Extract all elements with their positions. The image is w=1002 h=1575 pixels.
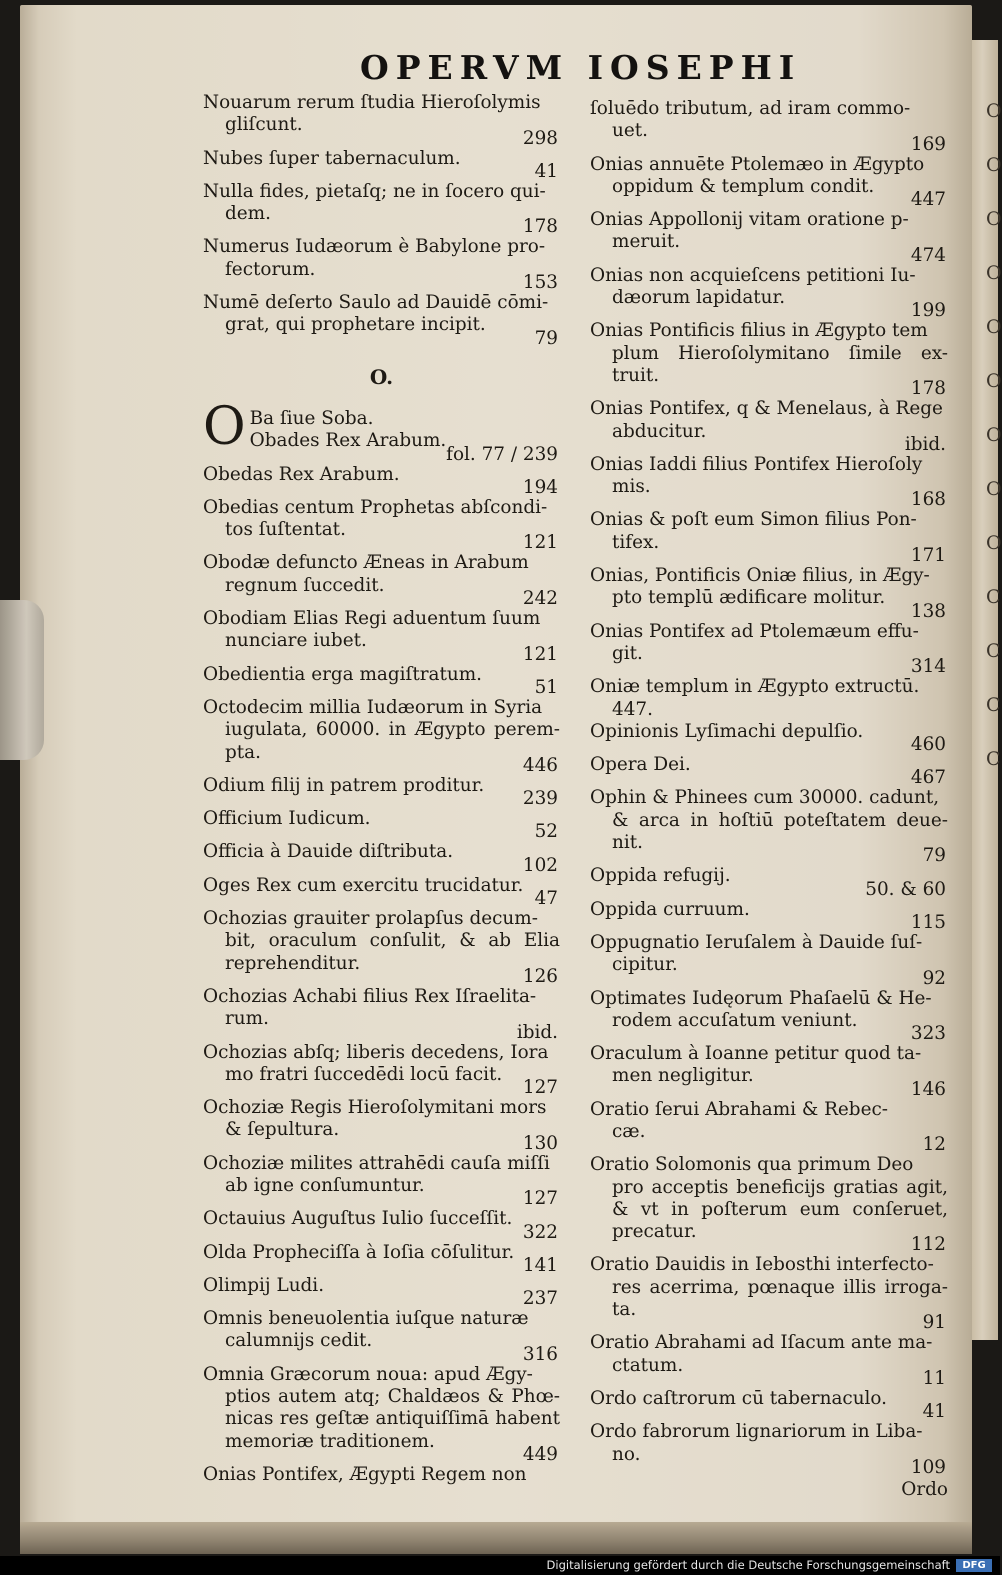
- page-reference: 41: [922, 1401, 946, 1423]
- index-entry: [590, 865, 948, 898]
- entry-continuation: grat, qui prophetare incipit.: [225, 314, 486, 336]
- page-reference: 79: [534, 327, 558, 349]
- page-reference: 460: [910, 734, 946, 756]
- index-entry: [203, 1242, 560, 1275]
- page-reference: 41: [534, 160, 558, 182]
- index-entry: [203, 92, 560, 148]
- index-entry: [203, 1364, 560, 1464]
- entry-continuation: tos ſuſtentat.: [225, 519, 346, 541]
- page-reference: 102: [522, 854, 558, 876]
- page-stack-edge: [20, 1522, 972, 1554]
- index-entry: [590, 154, 948, 210]
- page-reference: 79: [922, 845, 946, 867]
- entry-continuation: ptios autem atq; Chaldæos & Phœ- nicas res geſtæ antiquiſſimā habent memoriæ traditionem.: [225, 1386, 560, 1452]
- page-reference: 12: [922, 1134, 946, 1156]
- entry-text: Onias, Pontificis Oniæ filius, in Ægy-: [590, 565, 930, 587]
- page-reference: 474: [910, 244, 946, 266]
- catchword: Ordo: [901, 1478, 948, 1500]
- entry-continuation: uet.: [612, 120, 648, 142]
- page-reference: 449: [522, 1443, 558, 1465]
- facing-page-edge: [972, 40, 1002, 1340]
- entry-continuation: pro acceptis beneficijs gratias agit, & vt in poſterum eum conſeruet, precatur.: [612, 1176, 948, 1243]
- facing-page-letter: O: [986, 100, 1002, 122]
- index-entry: [590, 1388, 948, 1421]
- entry-text: Obedias centum Prophetas abſcondi-: [203, 496, 548, 518]
- entry-text: Onias Appollonij vitam oratione p-: [590, 209, 909, 231]
- entry-continuation: pto templū ædificare molitur.: [612, 587, 886, 609]
- footer-bar: [0, 1556, 1000, 1575]
- entry-continuation: mo fratri ſuccedēdi locū facit.: [225, 1063, 503, 1085]
- facing-page-letter: C: [986, 694, 1001, 716]
- page-reference: 146: [910, 1078, 946, 1100]
- entry-text: Oniæ templum in Ægypto extructū.: [590, 676, 920, 698]
- entry-continuation: men negligitur.: [612, 1065, 754, 1087]
- index-entry: [590, 1254, 948, 1332]
- entry-continuation: dem.: [225, 203, 271, 225]
- page-reference: 112: [910, 1234, 946, 1256]
- entry-continuation: 447.: [612, 698, 653, 720]
- page-reference: 237: [522, 1288, 558, 1310]
- page-reference: 52: [534, 821, 558, 843]
- page-reference: 447: [910, 189, 946, 211]
- page-reference: 178: [910, 378, 946, 400]
- index-entry: [203, 1042, 560, 1098]
- index-entry: [203, 875, 560, 908]
- entry-text: Ochoziæ Regis Hieroſolymitani mors: [203, 1097, 547, 1119]
- entry-text: Opinionis Lyſimachi depulſio.: [590, 720, 864, 742]
- index-entry: [590, 454, 948, 510]
- entry-continuation: cipitur.: [612, 954, 678, 976]
- index-entry: [203, 986, 560, 1042]
- page-reference: 314: [910, 656, 946, 678]
- entry-continuation: plum Hieroſolymitano ſimile ex- truit.: [612, 342, 948, 386]
- entry-text: Omnis beneuolentia iuſque naturæ: [203, 1308, 529, 1330]
- page-reference: 153: [522, 272, 558, 294]
- index-entry: [590, 1332, 948, 1388]
- entry-text: Onias Pontifex ad Ptolemæum effu-: [590, 620, 919, 642]
- index-entry: [590, 988, 948, 1044]
- index-entry: [203, 841, 560, 874]
- entry-continuation: ab igne conſumuntur.: [225, 1174, 425, 1196]
- index-entry: [203, 497, 560, 553]
- entry-text: Numerus Iudæorum è Babylone pro-: [203, 236, 546, 258]
- entry-text: Ochozias grauiter prolapſus decum-: [203, 908, 538, 930]
- page-reference: 322: [522, 1221, 558, 1243]
- index-entry: [590, 209, 948, 265]
- entry-text: ſoluēdo tributum, ad iram commo-: [590, 98, 911, 119]
- entry-text: Ba ſiue Soba.: [249, 407, 374, 429]
- entry-text: Ochoziæ milites attrahēdi cauſa miſſi: [203, 1152, 550, 1174]
- entry-text: Onias Iaddi filius Pontifex Hieroſoly: [590, 453, 923, 475]
- entry-text: Onias annuēte Ptolemæo in Ægypto: [590, 153, 925, 175]
- index-entry: [590, 754, 948, 787]
- page-reference: 109: [910, 1456, 946, 1478]
- index-entry: [590, 320, 948, 398]
- entry-continuation: rum.: [225, 1008, 269, 1030]
- page-reference: 467: [910, 767, 946, 789]
- entry-continuation: dæorum lapidatur.: [612, 287, 786, 309]
- index-entry: [203, 1208, 560, 1241]
- entry-text: Olda Propheciſſa à Ioſia cōſulitur.: [203, 1241, 515, 1263]
- book-clip: [0, 600, 44, 760]
- page-reference: 194: [522, 476, 558, 498]
- page-reference: 127: [522, 1188, 558, 1210]
- facing-page-letter: C: [986, 640, 1001, 662]
- entry-text: Odium filij in patrem proditur.: [203, 774, 485, 796]
- entry-text: Onias & poſt eum Simon filius Pon-: [590, 509, 917, 531]
- facing-page-letter: C: [986, 586, 1001, 608]
- page-reference: 11: [922, 1367, 946, 1389]
- entry-continuation: git.: [612, 642, 643, 664]
- entry-continuation: gliſcunt.: [225, 114, 303, 136]
- index-entry: [203, 775, 560, 808]
- index-entry: [590, 932, 948, 988]
- page-reference: 446: [522, 754, 558, 776]
- entry-text: Octauius Auguſtus Iulio ſucceſſit.: [203, 1208, 513, 1230]
- page-reference: fol. 77 / 239: [446, 443, 558, 465]
- right-column: [590, 98, 948, 1501]
- index-entry: [590, 1421, 948, 1477]
- entry-text: Oppida refugij.: [590, 865, 731, 887]
- index-entry: [590, 787, 948, 865]
- facing-page-letter: O: [986, 424, 1002, 446]
- page-reference: 130: [522, 1132, 558, 1154]
- index-entry: [203, 464, 560, 497]
- index-entry: [203, 697, 560, 775]
- entry-text: Ophin & Phinees cum 30000. cadunt,: [590, 787, 940, 809]
- facing-page-letter: O: [986, 478, 1002, 500]
- entry-continuation: abducitur.: [612, 420, 707, 442]
- entry-text: Omnia Græcorum noua: apud Ægy-: [203, 1363, 533, 1385]
- entry-text: Oges Rex cum exercitu trucidatur.: [203, 874, 524, 896]
- entry-text: Ochozias abſq; liberis decedens, Iora: [203, 1041, 549, 1063]
- index-entry: [590, 1154, 948, 1254]
- entry-text: Oraculum à Ioanne petitur quod ta-: [590, 1043, 922, 1065]
- dfg-logo: DFG: [956, 1559, 992, 1572]
- entry-text: Oratio ſerui Abrahami & Rebec-: [590, 1098, 888, 1120]
- entry-text: Onias Pontifex, q & Menelaus, à Rege: [590, 398, 943, 420]
- facing-page-letter: O: [986, 208, 1002, 230]
- facing-page-letter: C: [986, 748, 1001, 770]
- entry-text: Onias non acquieſcens petitioni Iu-: [590, 264, 916, 286]
- page-reference: 298: [522, 127, 558, 149]
- index-entry: [590, 98, 948, 154]
- entry-continuation: no.: [612, 1443, 641, 1465]
- page-reference: 239: [522, 788, 558, 810]
- entry-continuation: mis.: [612, 476, 651, 498]
- page-reference: 47: [534, 888, 558, 910]
- index-entry: [590, 565, 948, 621]
- entry-continuation: calumnijs cedit.: [225, 1330, 373, 1352]
- index-entry: [590, 621, 948, 677]
- footer-credit: Digitalisierung gefördert durch die Deutsche Forschungsgemeinschaft: [546, 1558, 950, 1572]
- index-entry: [203, 1097, 560, 1153]
- index-entry: [203, 396, 560, 465]
- index-entry: [203, 552, 560, 608]
- page-reference: ibid.: [516, 1021, 558, 1043]
- page-reference: 178: [522, 216, 558, 238]
- entry-continuation: iugulata, 60000. in Ægypto perem- pta.: [225, 719, 560, 763]
- entry-continuation: fectorum.: [225, 258, 316, 280]
- index-entry: [203, 292, 560, 348]
- page-reference: 121: [522, 532, 558, 554]
- entry-text: Oppida curruum.: [590, 898, 750, 920]
- page-reference: 169: [910, 133, 946, 155]
- index-entry: [590, 899, 948, 932]
- entry-continuation: & arca in hoſtiū poteſtatem deue- nit.: [612, 809, 948, 854]
- entry-text: Octodecim millia Iudæorum in Syria: [203, 696, 543, 718]
- page-reference: 242: [522, 588, 558, 610]
- page-reference: 138: [910, 600, 946, 622]
- index-entry: [590, 265, 948, 321]
- page-reference: 50. & 60: [865, 878, 946, 900]
- facing-page-letter: O: [986, 370, 1002, 392]
- page-reference: 199: [910, 300, 946, 322]
- page-reference: ibid.: [904, 433, 946, 455]
- entry-text: Oratio Solomonis qua primum Deo: [590, 1154, 914, 1176]
- entry-continuation: tifex.: [612, 531, 660, 553]
- index-entry: [590, 509, 948, 565]
- index-entry: [203, 664, 560, 697]
- index-entry: [590, 398, 948, 454]
- entry-continuation: cæ.: [612, 1120, 646, 1142]
- entry-continuation: bit, oraculum conſulit, & ab Elia reprehenditur.: [225, 930, 560, 974]
- entry-continuation: nunciare iubet.: [225, 630, 367, 652]
- entry-text: Oratio Abrahami ad Iſacum ante ma-: [590, 1332, 933, 1354]
- left-column: [203, 92, 560, 1486]
- page-reference: 127: [522, 1077, 558, 1099]
- entry-text: Nulla fides, pietaſq; ne in ſocero qui-: [203, 180, 546, 202]
- section-letter-heading: O.: [369, 364, 394, 389]
- index-entry: [203, 1275, 560, 1308]
- index-entry: [203, 148, 560, 181]
- running-head: OPERVM IOSEPHI: [360, 48, 802, 87]
- entry-continuation: Obades Rex Arabum.: [249, 430, 447, 452]
- page-reference: 323: [910, 1023, 946, 1045]
- entry-text: Oratio Dauidis in Iebosthi interfecto-: [590, 1254, 934, 1276]
- page-reference: 141: [522, 1254, 558, 1276]
- entry-text: Ordo caſtrorum cū tabernaculo.: [590, 1387, 888, 1409]
- entry-continuation: meruit.: [612, 231, 681, 253]
- entry-text: Obodiam Elias Regi aduentum ſuum: [203, 608, 541, 630]
- page-reference: 121: [522, 643, 558, 665]
- entry-text: Onias Pontificis filius in Ægypto tem: [590, 320, 928, 342]
- entry-continuation: res acerrima, pœnaque illis irroga- ta.: [612, 1276, 948, 1321]
- index-entry: [590, 721, 948, 754]
- entry-continuation: regnum ſuccedit.: [225, 574, 385, 596]
- page-reference: 171: [910, 545, 946, 567]
- index-entry: [203, 608, 560, 664]
- index-entry: [203, 181, 560, 237]
- page-reference: 316: [522, 1343, 558, 1365]
- entry-text: Numē deſerto Saulo ad Dauidē cōmi-: [203, 292, 549, 314]
- page-reference: 115: [910, 911, 946, 933]
- facing-page-letter: O: [986, 532, 1002, 554]
- index-entry: [203, 1464, 560, 1486]
- page-reference: 91: [922, 1312, 946, 1334]
- index-entry: [203, 236, 560, 292]
- index-entry: [203, 908, 560, 986]
- entry-text: Obedientia erga magiſtratum.: [203, 663, 482, 685]
- entry-text: Oppugnatio Ieruſalem à Dauide ſuſ-: [590, 931, 923, 953]
- page-reference: 168: [910, 489, 946, 511]
- facing-page-letter: O: [986, 262, 1002, 284]
- entry-text: Nubes ſuper tabernaculum.: [203, 147, 461, 169]
- entry-text: Officium Iudicum.: [203, 808, 371, 830]
- entry-text: Obodæ defuncto Æneas in Arabum: [203, 552, 529, 574]
- entry-continuation: ctatum.: [612, 1354, 684, 1376]
- entry-continuation: oppidum & templum condit.: [612, 175, 875, 197]
- entry-text: Opera Dei.: [590, 754, 691, 776]
- facing-page-letter: O: [986, 154, 1002, 176]
- entry-text: Onias Pontifex, Ægypti Regem non: [203, 1463, 527, 1485]
- page-reference: 51: [534, 676, 558, 698]
- entry-text: Ochozias Achabi filius Rex Iſraelita-: [203, 985, 537, 1007]
- entry-text: Optimates Iudęorum Phaſaelū & He-: [590, 987, 932, 1009]
- entry-continuation: rodem accuſatum veniunt.: [612, 1009, 858, 1031]
- entry-text: Nouarum rerum ſtudia Hieroſolymis: [203, 92, 541, 113]
- index-entry: [590, 1099, 948, 1155]
- entry-text: Officia à Dauide diſtributa.: [203, 841, 454, 863]
- entry-text: Olimpij Ludi.: [203, 1274, 325, 1296]
- entry-continuation: & ſepultura.: [225, 1119, 340, 1141]
- entry-text: Obedas Rex Arabum.: [203, 463, 400, 485]
- drop-cap: O: [203, 396, 246, 457]
- index-entry: [203, 1308, 560, 1364]
- index-entry: [590, 1043, 948, 1099]
- entry-text: Ordo fabrorum lignariorum in Liba-: [590, 1421, 923, 1443]
- facing-page-letter: O: [986, 316, 1002, 338]
- page-reference: 92: [922, 967, 946, 989]
- page-reference: 126: [522, 965, 558, 987]
- index-entry: [590, 676, 948, 721]
- index-entry: [203, 1153, 560, 1209]
- index-entry: [203, 808, 560, 841]
